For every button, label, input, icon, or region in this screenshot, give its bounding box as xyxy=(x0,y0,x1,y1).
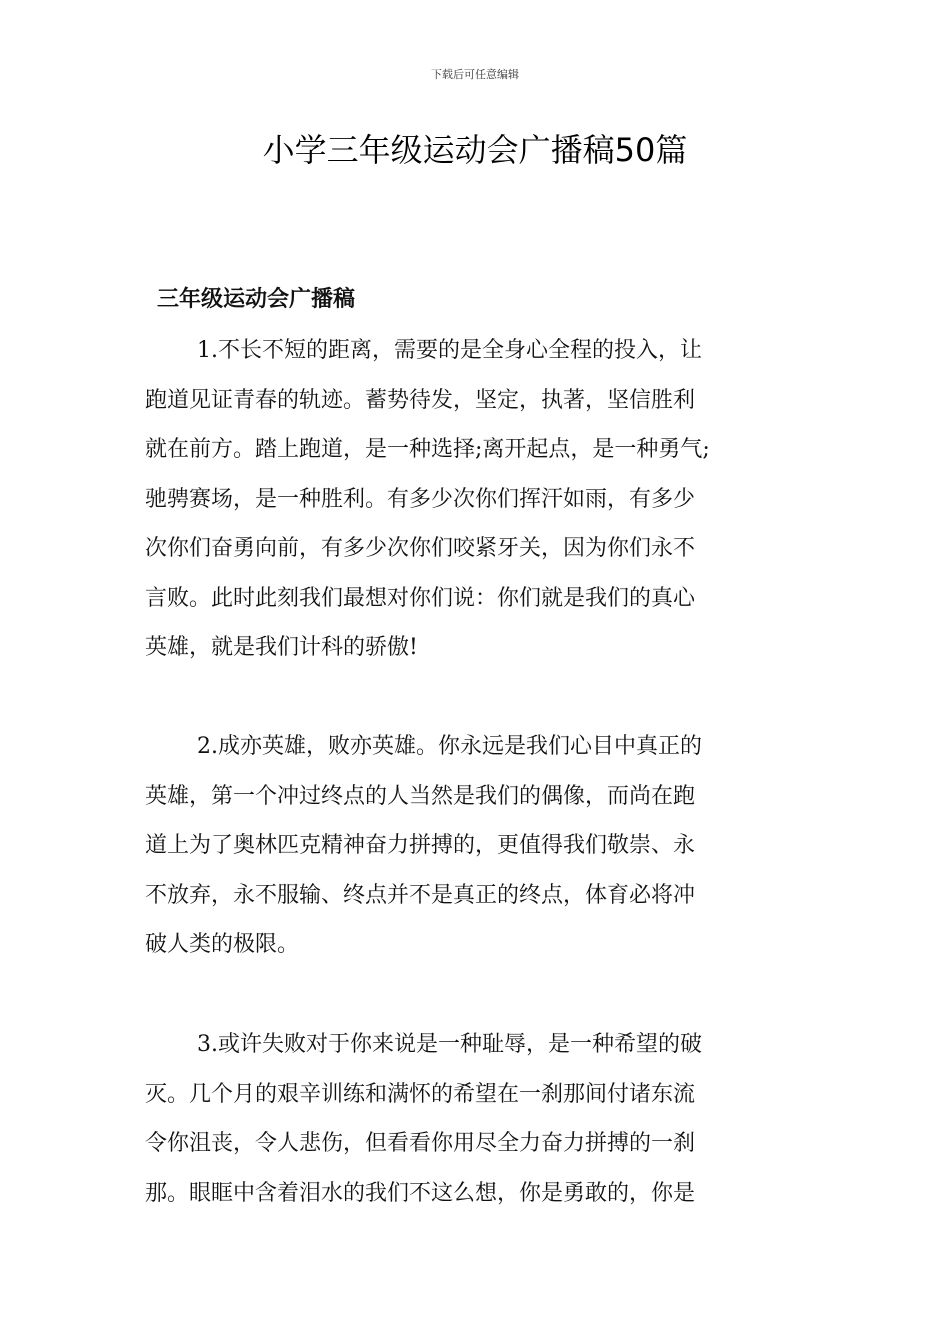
paragraph-line: 言败。此时此刻我们最想对你们说：你们就是我们的真心 xyxy=(145,585,696,611)
page-header-note: 下载后可任意编辑 xyxy=(431,68,519,81)
paragraph-3 xyxy=(145,1020,810,1218)
paragraph-line: 道上为了奥林匹克精神奋力拼搏的，更值得我们敬崇、永 xyxy=(145,833,696,858)
paragraph-line: 就在前方。踏上跑道，是一种选择;离开起点，是一种勇气; xyxy=(145,437,710,462)
paragraph-2 xyxy=(145,722,810,970)
paragraph-line: 英雄，第一个冲过终点的人当然是我们的偶像，而尚在跑 xyxy=(145,783,696,809)
paragraph-line: 英雄，就是我们计科的骄傲! xyxy=(145,635,418,660)
paragraph-line: 灭。几个月的艰辛训练和满怀的希望在一刹那间付诸东流 xyxy=(145,1081,696,1107)
paragraph-line: 次你们奋勇向前，有多少次你们咬紧牙关，因为你们永不 xyxy=(145,536,696,561)
paragraph-1 xyxy=(145,326,810,673)
paragraph-line: 2.成亦英雄，败亦英雄。你永远是我们心目中真正的 xyxy=(197,734,702,759)
paragraph-line: 那。眼眶中含着泪水的我们不这么想，你是勇敢的，你是 xyxy=(145,1180,696,1206)
paragraph-line: 破人类的极限。 xyxy=(145,932,300,957)
paragraph-line: 1.不长不短的距离，需要的是全身心全程的投入，让 xyxy=(197,338,702,363)
paragraph-line: 不放弃，永不服输、终点并不是真正的终点，体育必将冲 xyxy=(145,882,696,908)
section-heading: 三年级运动会广播稿 xyxy=(157,287,356,312)
document-title: 小学三年级运动会广播稿50篇 xyxy=(262,131,688,169)
paragraph-line: 跑道见证青春的轨迹。蓄势待发，坚定，执著，坚信胜利 xyxy=(145,387,696,413)
paragraph-line: 3.或许失败对于你来说是一种耻辱，是一种希望的破 xyxy=(197,1032,702,1057)
paragraph-line: 驰骋赛场，是一种胜利。有多少次你们挥汗如雨，有多少 xyxy=(145,486,696,512)
paragraph-line: 令你沮丧，令人悲伤，但看看你用尽全力奋力拼搏的一刹 xyxy=(145,1131,696,1156)
